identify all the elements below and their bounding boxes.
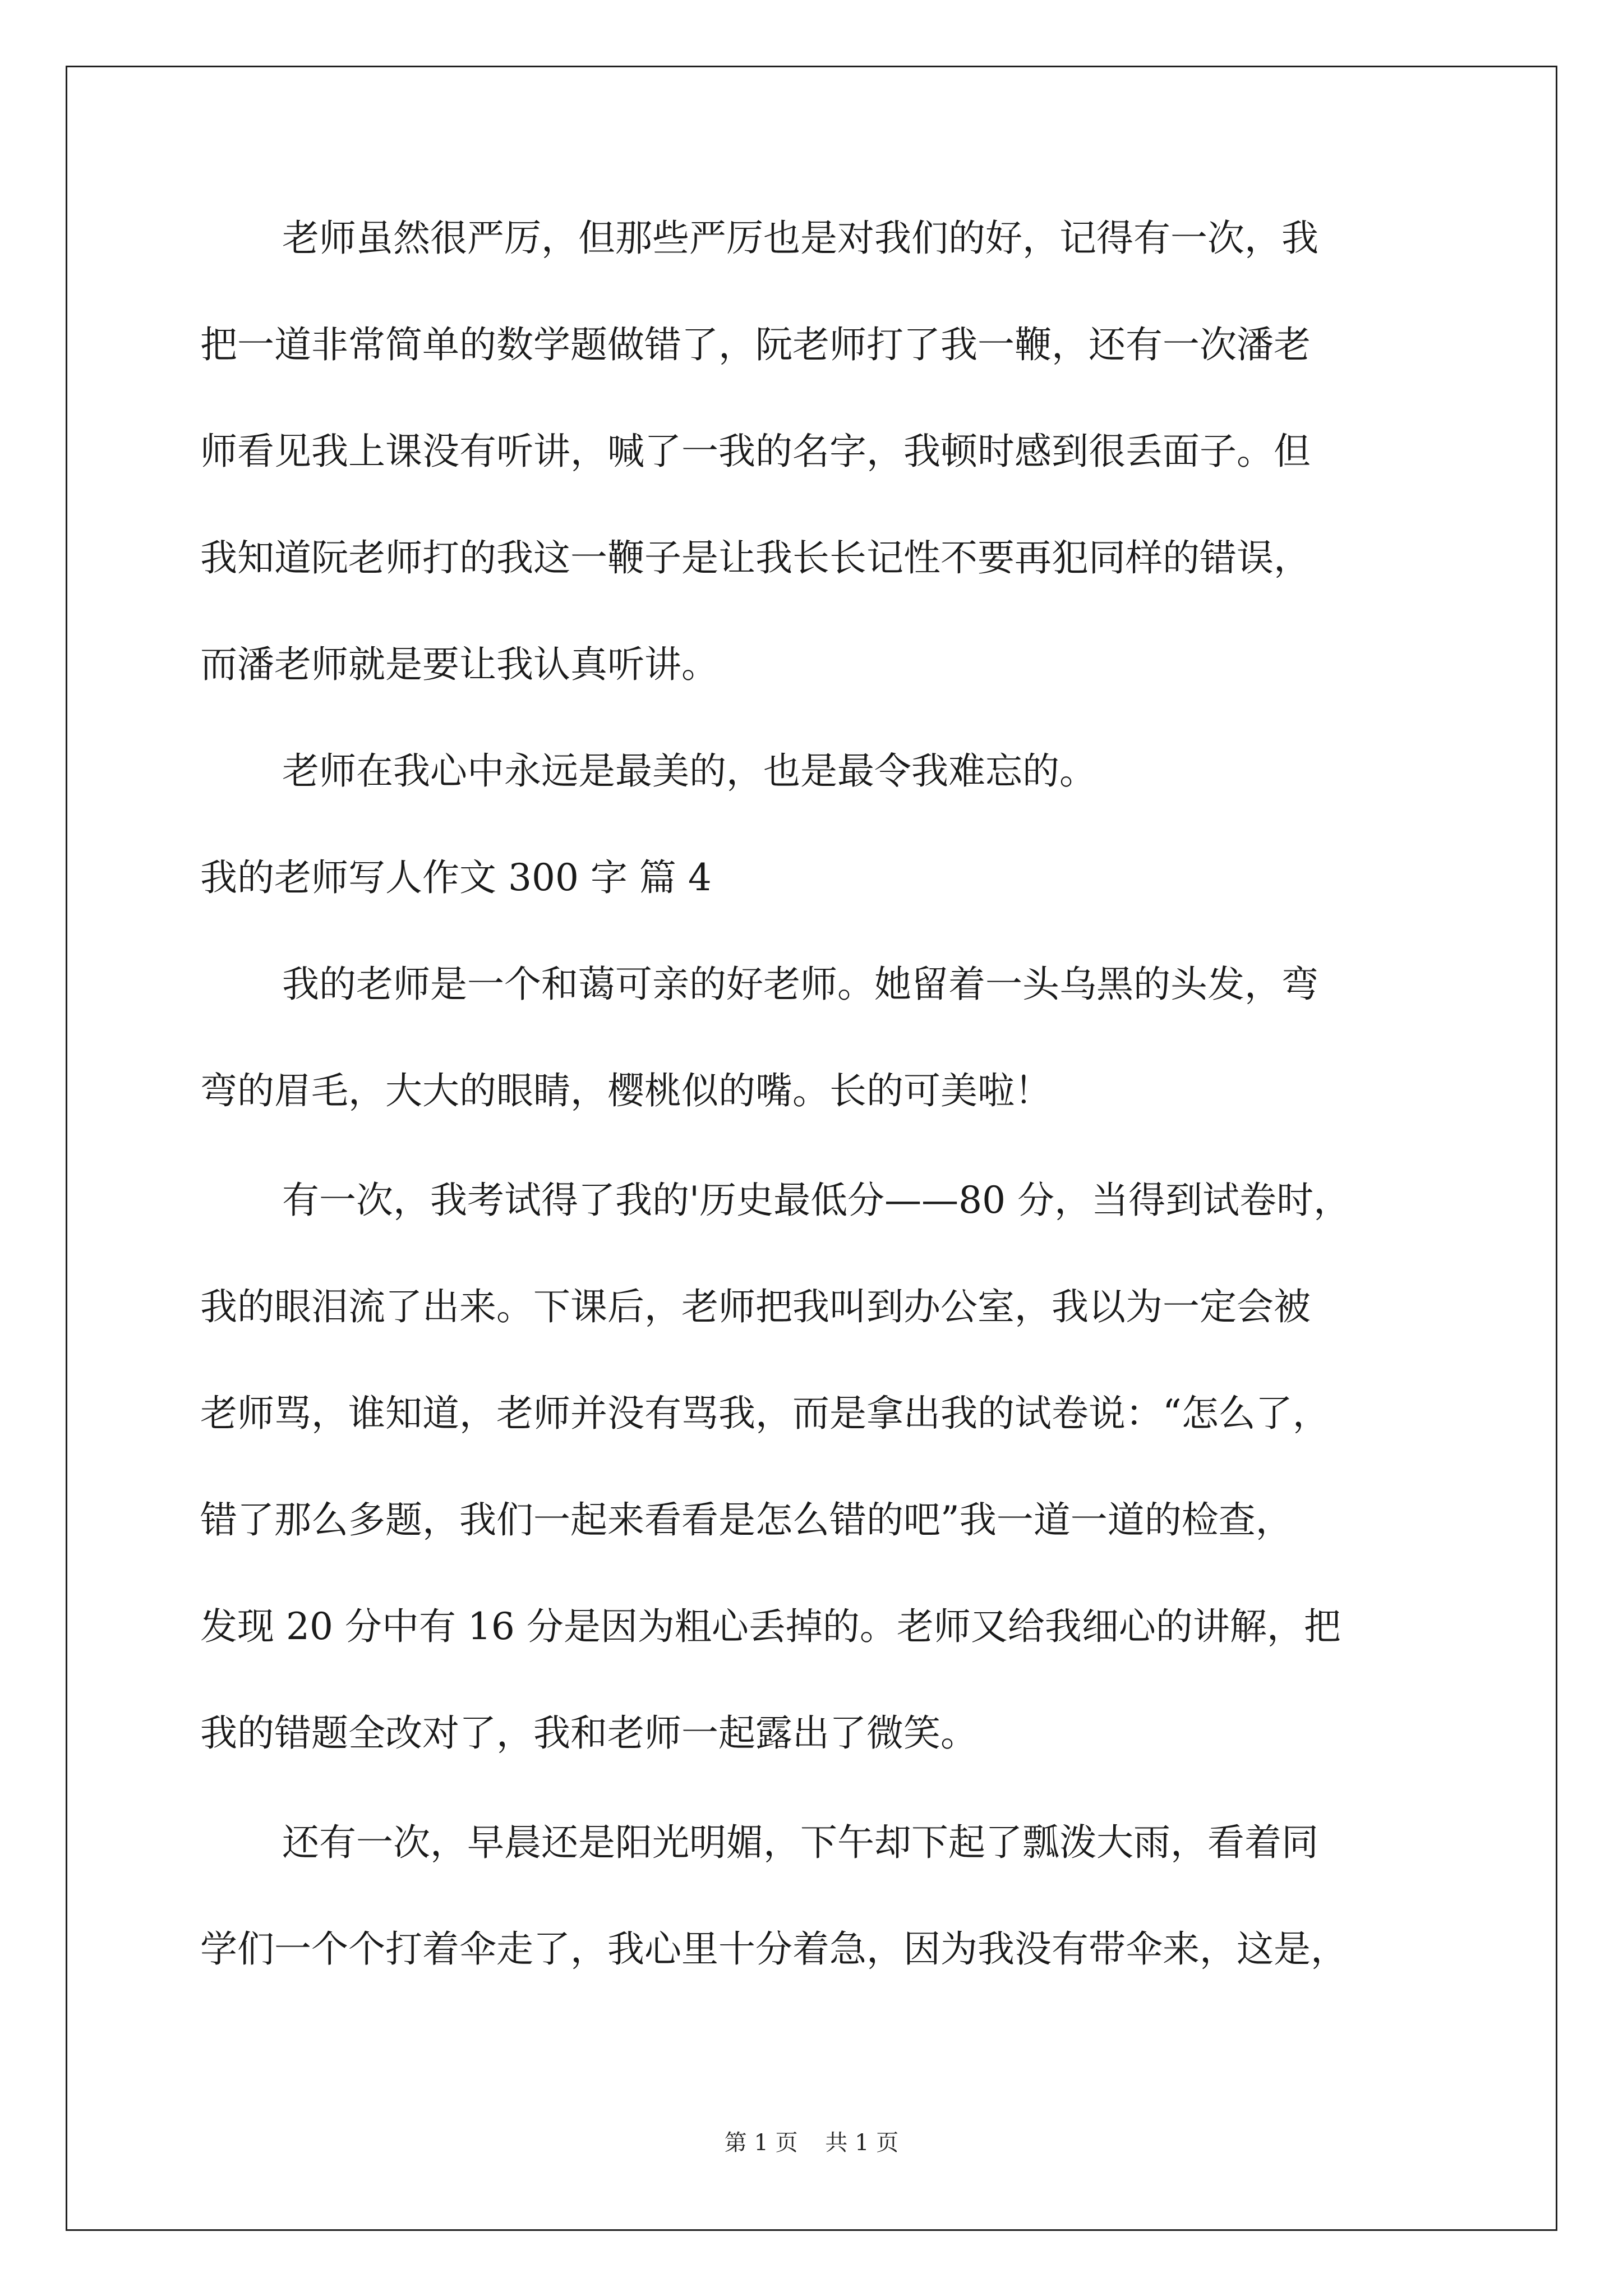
page-current-label: 第 1 页 <box>724 2130 798 2156</box>
paragraph-line: 学们一个个打着伞走了，我心里十分着急，因为我没有带伞来，这是， <box>200 1927 1348 1971</box>
paragraph-line: 有一次，我考试得了我的'历史最低分——80 分，当得到试卷时， <box>282 1179 1351 1222</box>
paragraph-line: 还有一次，早晨还是阳光明媚，下午却下起了瓢泼大雨，看着同 <box>282 1821 1318 1864</box>
page-footer <box>0 2129 1623 2157</box>
paragraph-line: 我的老师是一个和蔼可亲的好老师。她留着一头乌黑的头发，弯 <box>282 963 1318 1006</box>
paragraph-line: 而潘老师就是要让我认真听讲。 <box>200 643 718 686</box>
paragraph-line: 错了那么多题，我们一起来看看是怎么错的吧”我一道一道的检查， <box>200 1498 1293 1542</box>
paragraph-line: 弯的眉毛，大大的眼睛，樱桃似的嘴。长的可美啦！ <box>200 1069 1052 1112</box>
paragraph-line: 老师虽然很严厉，但那些严厉也是对我们的好，记得有一次，我 <box>282 217 1318 260</box>
paragraph-line: 我知道阮老师打的我这一鞭子是让我长长记性不要再犯同样的错误， <box>200 536 1311 579</box>
paragraph-line: 把一道非常简单的数学题做错了，阮老师打了我一鞭，还有一次潘老 <box>200 323 1311 366</box>
paragraph-line: 我的错题全改对了，我和老师一起露出了微笑。 <box>200 1711 978 1755</box>
page-border <box>66 66 1557 2231</box>
paragraph-line: 师看见我上课没有听讲，喊了一我的名字，我顿时感到很丢面子。但 <box>200 430 1311 473</box>
paragraph-line: 老师骂，谁知道，老师并没有骂我，而是拿出我的试卷说：“怎么了， <box>200 1392 1330 1435</box>
paragraph-line: 我的眼泪流了出来。下课后，老师把我叫到办公室，我以为一定会被 <box>200 1285 1311 1328</box>
paragraph-line: 老师在我心中永远是最美的，也是最令我难忘的。 <box>282 749 1096 793</box>
page-total-label: 共 1 页 <box>825 2130 899 2156</box>
paragraph-line: 发现 20 分中有 16 分是因为粗心丢掉的。老师又给我细心的讲解，把 <box>200 1605 1341 1648</box>
section-heading: 我的老师写人作文 300 字 篇 4 <box>200 856 712 899</box>
